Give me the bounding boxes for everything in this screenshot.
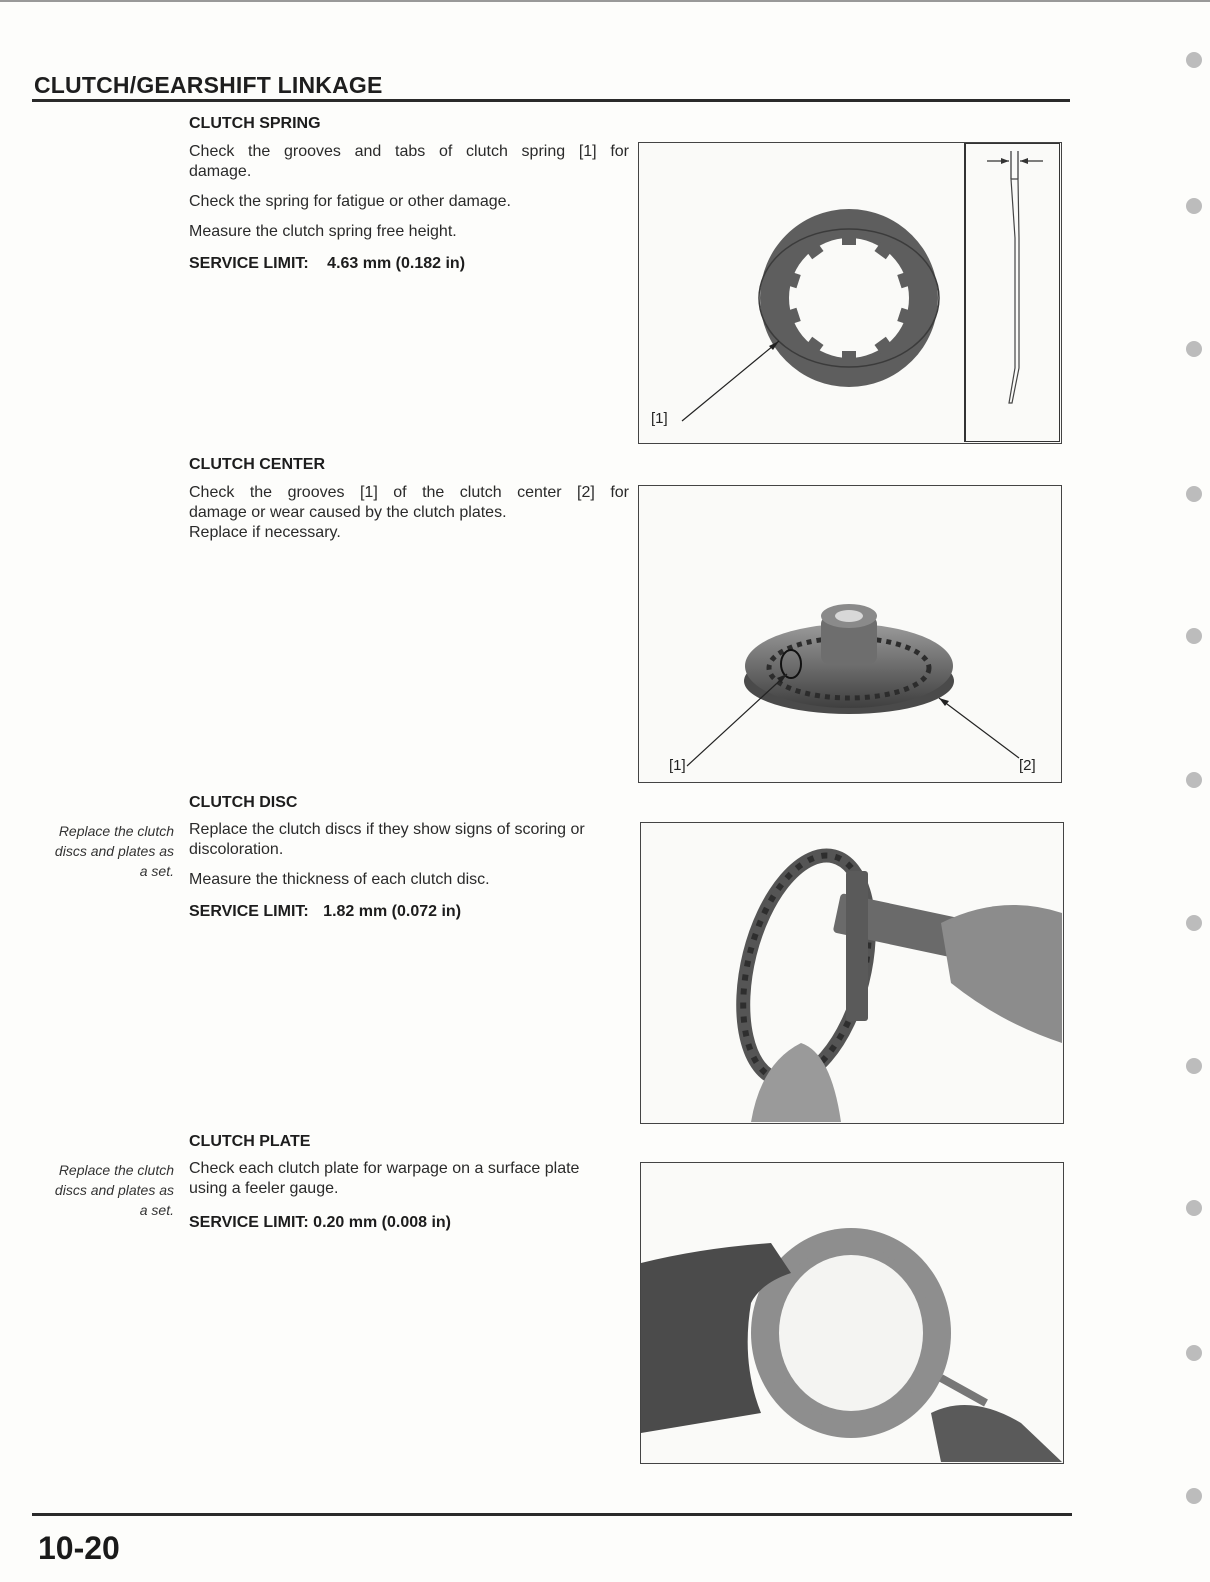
clutch-plate-photo <box>641 1163 1062 1462</box>
figure-clutch-center <box>638 485 1062 783</box>
disc-text-line: Measure the thickness of each clutch disc. <box>189 871 490 888</box>
binder-hole-icon <box>1186 52 1202 68</box>
callout-1: [1] <box>651 410 668 427</box>
service-limit-label: SERVICE LIMIT: <box>189 255 309 272</box>
side-note-line: a set. <box>139 863 174 879</box>
plate-text-line: using a feeler gauge. <box>189 1180 339 1197</box>
footer-rule <box>32 1513 1072 1516</box>
callout-1: [1] <box>669 757 686 774</box>
figure-clutch-plate <box>640 1162 1064 1464</box>
binder-hole-icon <box>1186 486 1202 502</box>
binder-hole-icon <box>1186 198 1202 214</box>
binder-hole-icon <box>1186 772 1202 788</box>
plate-text-line: Check each clutch plate for warpage on a surface plate <box>189 1160 580 1177</box>
side-note-line: a set. <box>139 1202 174 1218</box>
binder-hole-icon <box>1186 915 1202 931</box>
side-note <box>20 821 174 881</box>
spring-text-line: Check the spring for fatigue or other damage. <box>189 193 511 210</box>
page-number: 10-20 <box>38 1530 120 1566</box>
center-text-line: Replace if necessary. <box>189 524 341 541</box>
spring-text-line: Check the grooves and tabs of clutch spring [1] for <box>189 143 629 160</box>
disc-text-line: Replace the clutch discs if they show signs of scoring or <box>189 821 585 838</box>
binder-hole-icon <box>1186 628 1202 644</box>
service-limit-value: 1.82 mm (0.072 in) <box>323 903 462 920</box>
section-heading-clutch-spring: CLUTCH SPRING <box>189 115 321 132</box>
figure-clutch-disc <box>640 822 1064 1124</box>
side-note-line: discs and plates as <box>54 843 174 859</box>
section-heading-clutch-center: CLUTCH CENTER <box>189 456 325 473</box>
callout-2: [2] <box>1019 757 1036 774</box>
scan-top-edge <box>0 0 1210 2</box>
clutch-spring-illustration <box>639 143 1060 442</box>
binder-hole-icon <box>1186 1058 1202 1074</box>
section-heading-clutch-plate: CLUTCH PLATE <box>189 1133 311 1150</box>
side-note <box>20 1160 174 1220</box>
spring-text-line: Measure the clutch spring free height. <box>189 223 457 240</box>
service-limit-value: 4.63 mm (0.182 in) <box>327 255 466 272</box>
title-rule <box>32 99 1070 102</box>
clutch-disc-photo <box>641 823 1062 1122</box>
clutch-center-photo <box>639 486 1060 781</box>
center-text-line: Check the grooves [1] of the clutch center [2] for <box>189 484 629 501</box>
center-text-line: damage or wear caused by the clutch plates. <box>189 504 507 521</box>
service-limit-label: SERVICE LIMIT: <box>189 903 309 920</box>
section-heading-clutch-disc: CLUTCH DISC <box>189 794 298 811</box>
binder-hole-icon <box>1186 341 1202 357</box>
side-note-line: discs and plates as <box>54 1182 174 1198</box>
figure-clutch-spring <box>638 142 1062 444</box>
binder-hole-icon <box>1186 1488 1202 1504</box>
disc-text-line: discoloration. <box>189 841 284 858</box>
page-title: CLUTCH/GEARSHIFT LINKAGE <box>34 72 383 98</box>
plate-service-limit: SERVICE LIMIT: 0.20 mm (0.008 in) <box>189 1214 452 1231</box>
binder-hole-icon <box>1186 1345 1202 1361</box>
side-note-line: Replace the clutch <box>58 1162 174 1178</box>
side-note-line: Replace the clutch <box>58 823 174 839</box>
spring-text-line: damage. <box>189 163 252 180</box>
binder-hole-icon <box>1186 1200 1202 1216</box>
disc-service-limit <box>189 903 461 921</box>
spring-service-limit <box>189 255 465 273</box>
